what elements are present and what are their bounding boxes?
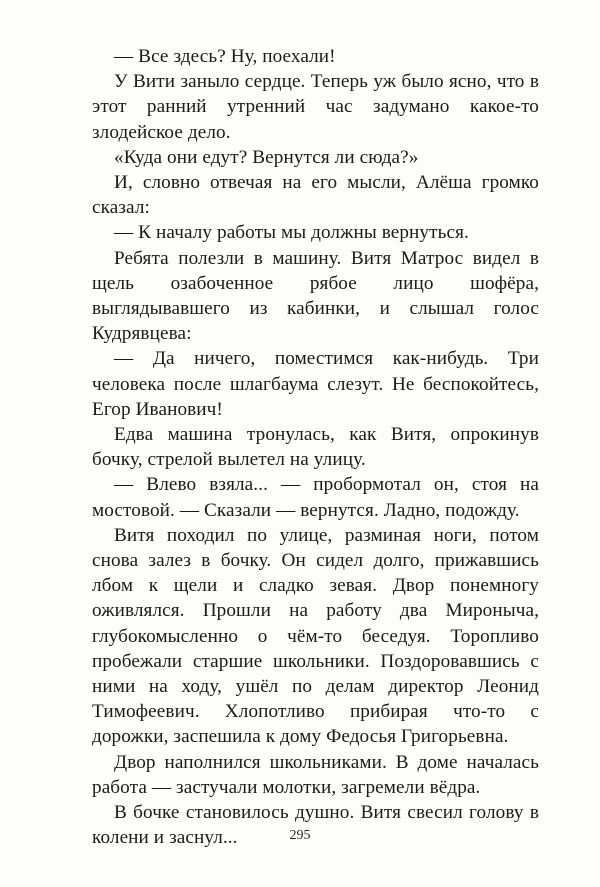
paragraph: Ребята полезли в машину. Витя Матрос видел в щель озабоченное рябое лицо шофёра, выглядывавшего из кабинки, и слышал голос Кудрявцева: [92,247,539,345]
paragraph: «Куда они едут? Вернутся ли сюда?» [114,146,419,168]
page-number: 295 [289,828,311,843]
paragraph: И, словно отвечая на его мысли, Алёша громко сказал: [92,172,539,219]
paragraph: Двор наполнился школьниками. В доме началась работа — застучали молотки, загремели вёдра. [92,751,539,798]
body-text [92,44,539,851]
paragraph: Витя походил по улице, разминая ноги, потом снова залез в бочку. Он сидел долго, прижавшись лбом к щели и сладко зевая. Двор понемногу оживлялся. Прошли на работу два Мироныча, глубокомысленно о чём-то беседуя. Торопливо пробежали старшие школьники. Поздоровавшись с ними на ходу, ушёл по делам директор Леонид Тимофеевич. Хлопотливо прибирая что-то с дорожки, заспешила к дому Федосья Григорьевна. [92,524,539,748]
paragraph: — Все здесь? Ну, поехали! [114,46,336,67]
paragraph: У Вити заныло сердце. Теперь уж было ясно, что в этот ранний утренний час задумано какое-то злодейское дело. [92,71,539,143]
paragraph: — К началу работы мы должны вернуться. [114,222,469,244]
paragraph: Едва машина тронулась, как Витя, опрокинув бочку, стрелой вылетел на улицу. [92,424,539,471]
paragraph: — Да ничего, поместимся как-нибудь. Три человека после шлагбаума слезут. Не беспокойтесь, Егор Иванович! [92,348,539,420]
paragraph: В бочке становилось душно. Витя свесил голову в колени и заснул... [92,802,539,849]
paragraph: — Влево взяла... — пробормотал он, стоя на мостовой. — Сказали — вернутся. Ладно, подожду. [92,474,539,521]
